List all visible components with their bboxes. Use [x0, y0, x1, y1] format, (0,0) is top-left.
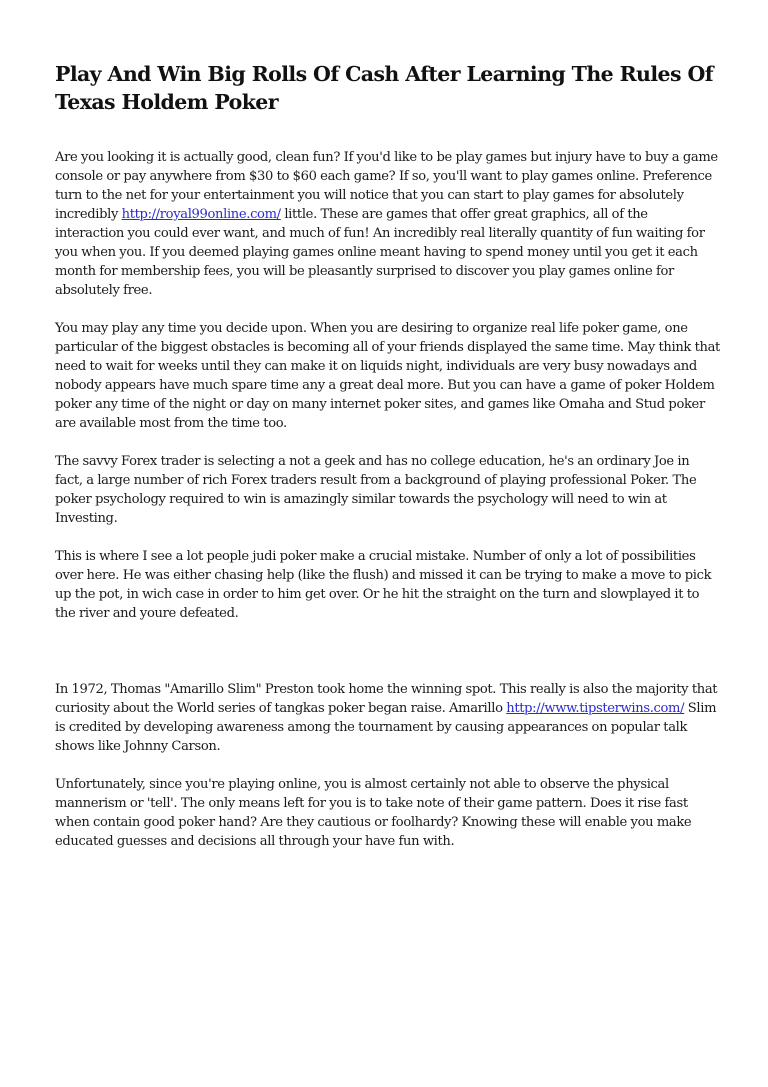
paragraph-text: In 1972, Thomas "Amarillo Slim" Preston took home the winning spot. This really is also the majority that curiosity about the World series of tangkas poker began raise. Amarillo: [55, 682, 718, 716]
document-page: [55, 60, 720, 870]
paragraph-crucial-mistake: This is where I see a lot people judi poker make a crucial mistake. Number of only a lot of possibilities over here. He was either chasing help (like the flush) and missed it can be trying to make a move to pick up the pot, in wich case in order to him get over. Or he hit the straight on the turn and slowplayed it to the river and youre defeated.: [55, 549, 712, 621]
paragraph-intro: [55, 148, 720, 300]
document-title: Play And Win Big Rolls Of Cash After Learning The Rules Of Texas Holdem Poker: [55, 62, 713, 114]
paragraph-amarillo-slim: [55, 680, 720, 756]
paragraph-text: little. These are games that offer great graphics, all of the interaction you could ever want, and much of fun! An incredibly real literally quantity of fun waiting for you when you. If you deemed playing games online meant having to spend money until you get it each month for membership fees, you will be pleasantly surprised to discover you play games online for absolutely free.: [55, 207, 705, 298]
paragraph-play-any-time: You may play any time you decide upon. When you are desiring to organize real life poker game, one particular of the biggest obstacles is becoming all of your friends displayed the same time. May think that need to wait for weeks until they can make it on liquids night, individuals are very busy nowadays and nobody appears have much spare time any a great deal more. But you can have a game of poker Holdem poker any time of the night or day on many internet poker sites, and games like Omaha and Stud poker are available most from the time too.: [55, 321, 720, 431]
royal99online-link[interactable]: http://royal99online.com/: [121, 207, 281, 222]
paragraph-forex-trader: The savvy Forex trader is selecting a not a geek and has no college education, he's an ordinary Joe in fact, a large number of rich Forex traders result from a background of playing professional Poker. The poker psychology required to win is amazingly similar towards the psychology will need to win at Investing.: [55, 454, 697, 526]
tipsterwins-link[interactable]: http://www.tipsterwins.com/: [506, 701, 685, 716]
paragraph-text: Are you looking it is actually good, clean fun? If you'd like to be play games but injury have to buy a game console or pay anywhere from $30 to $60 each game? If so, you'll want to play games online. Preference turn to the net for your entertainment you will notice that you can start to play games for absolutely incredibly: [55, 150, 718, 222]
paragraph-text: Slim is credited by developing awareness among the tournament by causing appearances on popular talk shows like Johnny Carson.: [55, 701, 717, 754]
empty-spacer: [55, 642, 720, 680]
paragraph-playing-online: Unfortunately, since you're playing online, you is almost certainly not able to observe the physical mannerism or 'tell'. The only means left for you is to take note of their game pattern. Does it rise fast when contain good poker hand? Are they cautious or foolhardy? Knowing these will enable you make educated guesses and decisions all through your have fun with.: [55, 777, 692, 849]
